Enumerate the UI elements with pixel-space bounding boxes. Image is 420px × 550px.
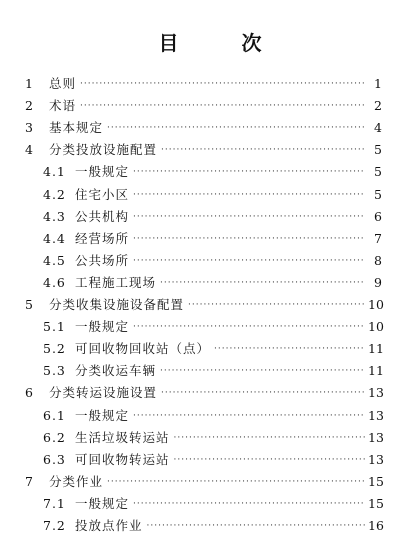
- toc-entry[interactable]: [25, 473, 382, 491]
- toc-entry-number: 4.6: [43, 274, 66, 290]
- toc-entry-label: 基本规定: [49, 120, 104, 136]
- toc-entry-number: 6.2: [43, 429, 66, 445]
- toc-entry-number: 1: [25, 76, 33, 91]
- dot-leader: [80, 75, 365, 93]
- toc-entry-label: 住宅小区: [75, 186, 130, 202]
- dot-leader: [161, 141, 365, 159]
- toc-entry-page: 11: [368, 363, 384, 379]
- toc-entry-label: 分类作业: [49, 473, 104, 489]
- toc-entry-number: 6.1: [43, 407, 66, 423]
- dot-leader: [160, 362, 365, 380]
- toc-entry-label: 公共机构: [75, 208, 130, 224]
- toc-entry-label: 分类收集设施设备配置: [49, 297, 185, 312]
- toc-entry[interactable]: [43, 340, 382, 358]
- toc-entry[interactable]: [43, 517, 382, 535]
- dot-leader: [174, 451, 365, 469]
- toc-entry-page: 7: [374, 230, 382, 246]
- toc-entry-label: 生活垃圾转运站: [75, 429, 170, 445]
- toc-entry-label: 一般规定: [75, 319, 130, 335]
- dot-leader: [133, 163, 365, 181]
- toc-entry-page: 2: [374, 98, 382, 114]
- toc-entry-label: 可回收物转运站: [75, 451, 170, 467]
- toc-entry-page: 16: [368, 518, 384, 533]
- toc-entry[interactable]: [25, 75, 382, 93]
- toc-entry-page: 13: [368, 407, 384, 423]
- toc-entry-number: 6: [25, 385, 33, 401]
- dot-leader: [133, 407, 365, 425]
- toc-entry-number: 7.2: [43, 518, 66, 533]
- dot-leader: [133, 495, 365, 513]
- toc-entry[interactable]: [43, 163, 382, 181]
- toc-entry-number: 4: [25, 142, 33, 158]
- toc-entry-page: 15: [368, 473, 384, 489]
- toc-entry-page: 5: [374, 186, 382, 202]
- toc-entry-page: 1: [374, 76, 382, 91]
- toc-entry[interactable]: [25, 119, 382, 137]
- toc-entry-number: 7.1: [43, 495, 66, 511]
- toc-entry-page: 4: [374, 120, 382, 136]
- toc-entry-page: 5: [374, 142, 382, 158]
- dot-leader: [133, 252, 365, 270]
- toc-entry[interactable]: [43, 252, 382, 270]
- dot-leader: [214, 340, 365, 358]
- toc-entry-page: 13: [368, 385, 384, 401]
- toc-entry-number: 5.2: [43, 341, 66, 357]
- toc-entry-number: 2: [25, 98, 33, 114]
- toc-entry[interactable]: [43, 186, 382, 204]
- toc-entry[interactable]: [43, 318, 382, 336]
- toc-entry-label: 分类投放设施配置: [49, 142, 158, 158]
- toc-entry[interactable]: [43, 451, 382, 469]
- toc-entry-label: 分类转运设施设置: [49, 385, 158, 401]
- toc-entry[interactable]: [43, 407, 382, 425]
- toc-entry-page: 10: [368, 297, 384, 312]
- toc-entry-number: 7: [25, 473, 33, 489]
- toc-entry-label: 总则: [49, 76, 77, 91]
- toc-entry-number: 4.1: [43, 164, 66, 180]
- toc-entry-label: 术语: [49, 98, 77, 114]
- dot-leader: [133, 208, 365, 226]
- toc-entry-number: 5.1: [43, 319, 66, 335]
- dot-leader: [147, 517, 365, 535]
- dot-leader: [133, 230, 365, 248]
- dot-leader: [133, 318, 365, 336]
- toc-entry-number: 5.3: [43, 363, 66, 379]
- toc-entry-number: 5: [25, 297, 33, 312]
- toc-entry[interactable]: [25, 141, 382, 159]
- toc-entry-page: 15: [368, 495, 384, 511]
- toc-entry-number: 6.3: [43, 451, 66, 467]
- toc-entry-page: 6: [374, 208, 382, 224]
- toc-entry[interactable]: [43, 429, 382, 447]
- toc-entry-page: 9: [374, 274, 382, 290]
- toc-entry-page: 13: [368, 451, 384, 467]
- toc-entry[interactable]: [25, 296, 382, 314]
- toc-entry-label: 一般规定: [75, 407, 130, 423]
- toc-entry-page: 10: [368, 319, 384, 335]
- dot-leader: [133, 186, 365, 204]
- toc-entry[interactable]: [43, 274, 382, 292]
- toc-entry[interactable]: [43, 230, 382, 248]
- toc-entry-label: 投放点作业: [75, 518, 143, 533]
- toc-entry-label: 经营场所: [75, 230, 130, 246]
- toc-entry-page: 13: [368, 429, 384, 445]
- dot-leader: [107, 119, 365, 137]
- toc-entry-page: 8: [374, 252, 382, 268]
- dot-leader: [160, 274, 365, 292]
- toc-entry-label: 公共场所: [75, 252, 130, 268]
- toc-entry-label: 一般规定: [75, 164, 130, 180]
- dot-leader: [174, 429, 365, 447]
- toc-entry-number: 4.4: [43, 230, 66, 246]
- dot-leader: [161, 384, 365, 402]
- toc-entry[interactable]: [25, 384, 382, 402]
- page-title: 目 次: [158, 31, 290, 55]
- toc-entry-label: 可回收物回收站（点）: [75, 341, 211, 357]
- toc-entry[interactable]: [43, 208, 382, 226]
- toc-entry[interactable]: [43, 362, 382, 380]
- toc-entry-number: 3: [25, 120, 33, 136]
- toc-entry[interactable]: [43, 495, 382, 513]
- toc-entry-label: 分类收运车辆: [75, 363, 157, 379]
- toc-entry-number: 4.5: [43, 252, 66, 268]
- toc-entry-page: 11: [368, 341, 384, 357]
- toc-entry-number: 4.3: [43, 208, 66, 224]
- dot-leader: [107, 473, 365, 491]
- dot-leader: [80, 97, 365, 115]
- toc-entry[interactable]: [25, 97, 382, 115]
- toc-entry-number: 4.2: [43, 186, 66, 202]
- toc-entry-label: 工程施工现场: [75, 274, 157, 290]
- toc-entry-page: 5: [374, 164, 382, 180]
- dot-leader: [188, 296, 365, 314]
- toc-entry-label: 一般规定: [75, 495, 130, 511]
